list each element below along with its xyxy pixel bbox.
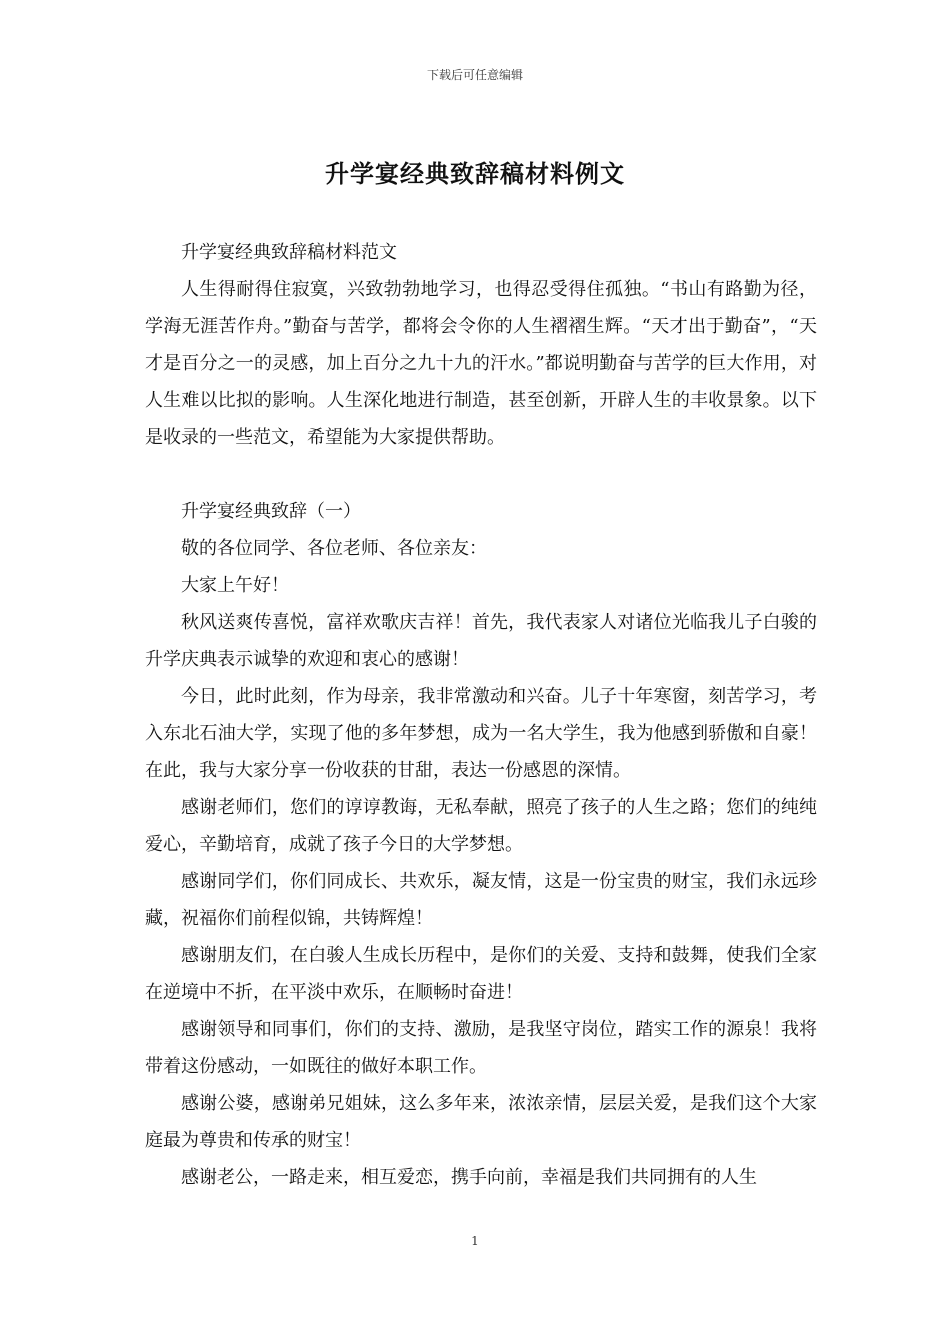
salutation: 敬的各位同学、各位老师、各位亲友： bbox=[181, 538, 487, 559]
document-body bbox=[145, 234, 817, 1196]
paragraph-subtitle: 升学宴经典致辞稿材料范文 bbox=[181, 242, 397, 263]
document-title: 升学宴经典致辞稿材料例文 bbox=[325, 159, 625, 188]
greeting: 大家上午好！ bbox=[181, 575, 289, 596]
paragraph: 感谢领导和同事们，你们的支持、激励，是我坚守岗位，踏实工作的源泉！我将带着这份感动，一如既往的做好本职工作。 bbox=[145, 1019, 817, 1077]
paragraph: 今日，此时此刻，作为母亲，我非常激动和兴奋。儿子十年寒窗，刻苦学习，考入东北石油大学，实现了他的多年梦想，成为一名大学生，我为他感到骄傲和自豪！在此，我与大家分享一份收获的甘甜，表达一份感恩的深情。 bbox=[145, 686, 817, 781]
paragraph: 感谢老师们，您们的谆谆教诲，无私奉献，照亮了孩子的人生之路；您们的纯纯爱心，辛勤培育，成就了孩子今日的大学梦想。 bbox=[145, 797, 817, 855]
paragraph: 感谢朋友们，在白骏人生成长历程中，是你们的关爱、支持和鼓舞，使我们全家在逆境中不折，在平淡中欢乐，在顺畅时奋进！ bbox=[145, 945, 817, 1003]
section-heading: 升学宴经典致辞（一） bbox=[181, 501, 361, 522]
page-header: 下载后可任意编辑 bbox=[426, 68, 523, 82]
paragraph: 感谢老公，一路走来，相互爱恋，携手向前，幸福是我们共同拥有的人生 bbox=[181, 1167, 757, 1188]
paragraph-intro: 人生得耐得住寂寞，兴致勃勃地学习，也得忍受得住孤独。“书山有路勤为径，学海无涯苦作舟。”勤奋与苦学，都将会令你的人生褶褶生辉。“天才出于勤奋”，“天才是百分之一的灵感，加上百分之九十九的汗水。”都说明勤奋与苦学的巨大作用，对人生难以比拟的影响。人生深化地进行制造，甚至创新，开辟人生的丰收景象。以下是收录的一些范文，希望能为大家提供帮助。 bbox=[145, 279, 817, 448]
paragraph: 秋风送爽传喜悦，富祥欢歌庆吉祥！首先，我代表家人对诸位光临我儿子白骏的升学庆典表示诚挚的欢迎和衷心的感谢！ bbox=[145, 612, 817, 670]
paragraph: 感谢公婆，感谢弟兄姐妹，这么多年来，浓浓亲情，层层关爱，是我们这个大家庭最为尊贵和传承的财宝！ bbox=[145, 1093, 817, 1151]
paragraph: 感谢同学们，你们同成长、共欢乐，凝友情，这是一份宝贵的财宝，我们永远珍藏，祝福你们前程似锦，共铸辉煌！ bbox=[145, 871, 817, 929]
paragraph-spacer bbox=[145, 456, 817, 493]
page-number: 1 bbox=[471, 1234, 479, 1248]
